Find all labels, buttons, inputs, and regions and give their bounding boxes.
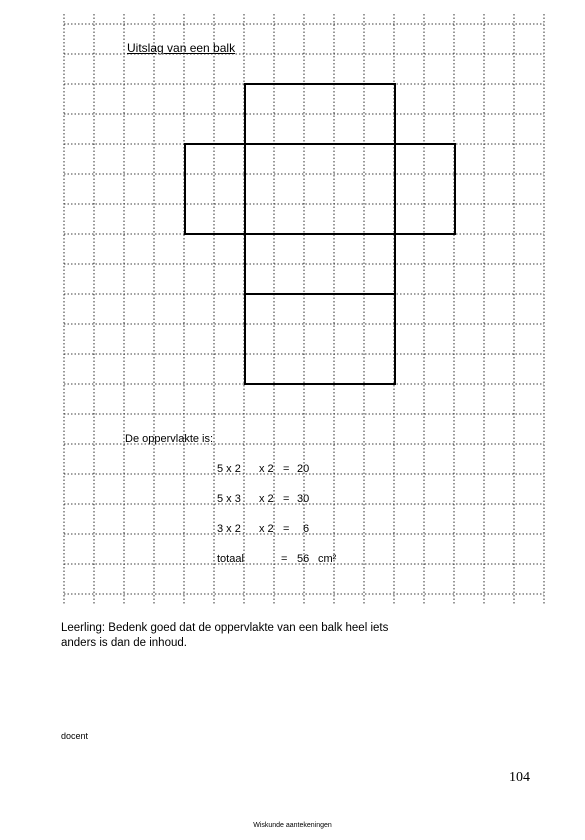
calc-row-2-times: x 2: [259, 493, 274, 505]
area-heading: De oppervlakte is:: [125, 433, 214, 445]
calc-row-3-times: x 2: [259, 523, 274, 535]
page-footer: Wiskunde aantekeningen: [253, 822, 332, 829]
calc-row-3-result: 6: [303, 523, 310, 535]
calc-row-1-factor: 5 x 2: [217, 463, 241, 475]
calc-row-1-result: 20: [297, 463, 310, 475]
total-value: 56: [297, 553, 310, 565]
page-title: Uitslag van een balk: [127, 41, 236, 55]
total-eq: =: [281, 553, 288, 565]
page-number: 104: [509, 770, 530, 785]
net-face-back: [245, 294, 395, 384]
docent-label: docent: [61, 731, 89, 741]
calc-row-3-factor: 3 x 2: [217, 523, 241, 535]
calc-row-3-eq: =: [283, 523, 290, 535]
calc-row-2-eq: =: [283, 493, 290, 505]
total-unit: cm²: [318, 553, 337, 565]
net-face-right: [395, 144, 455, 234]
student-note-line-1: Leerling: Bedenk goed dat de oppervlakte van een balk heel iets: [61, 622, 389, 634]
calc-row-1-eq: =: [283, 463, 290, 475]
student-note-line-2: anders is dan de inhoud.: [61, 637, 187, 649]
net-face-left: [185, 144, 245, 234]
calc-row-2-factor: 5 x 3: [217, 493, 241, 505]
net-face-front: [245, 144, 395, 234]
calc-row-1-times: x 2: [259, 463, 274, 475]
student-note: [61, 621, 441, 651]
total-label: totaal: [217, 553, 244, 565]
calc-row-2-result: 30: [297, 493, 310, 505]
